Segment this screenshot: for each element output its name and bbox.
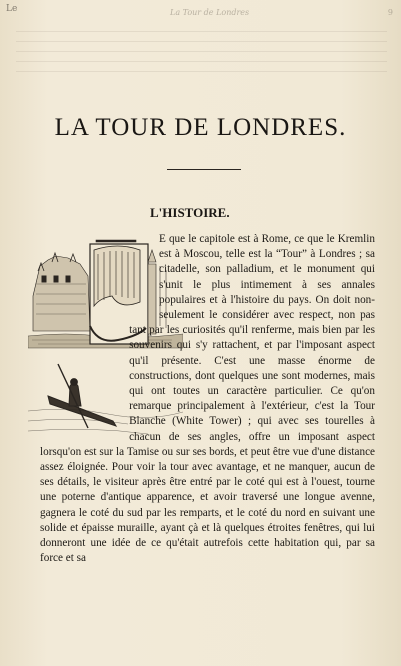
body-text	[40, 232, 375, 566]
article-title: LA TOUR DE LONDRES.	[54, 114, 347, 141]
folio-mark: Le	[6, 4, 18, 14]
page-number: 9	[387, 8, 393, 17]
body-paragraph: E que le capitole est à Rome, ce que le Kremlin est à Moscou, telle est la “Tour” à Londres ; sa citadelle, son palladium, et le monument qui s'unit le plus intimement à ses annales populaires et à l'histoire du pays. On doit non-seulement le considérer avec respect, non pas tant par les curiosités qu'il renferme, mais bien par les souvenirs qui s'y rattachent, et par l'imposant aspect qu'il présente. C'est une masse énorme de constructions, dont quelques une sont modernes, mais qui ont toutes un caractère particulier. Ce qu'on remarque principalement à l'extérieur, c'est la Tour Blanche (White Tower) ; qui avec ses tourelles à chacun de ses angles, offre un imposant aspect lorsqu'on est sur la Tamise ou sur ses bords, et peut être vue d'une distance assez éloignée. Pour voir la tour avec avantage, et ne manquer, aucun de ses détails, le visiteur après être entré par le coté qui est à l'ouest, tourne une poterne d'antique apparence, et avoir traversé une longue avenne, gagnera le coté du sud par les remparts, et le coté du nord en suivant une solide et épaisse muraille, ayant çà et là quelques étroites fenêtres, qui lui donneront une idée de ce qu'était autrefois cette habitation qui, par sa force et sa	[40, 233, 375, 565]
title-rule	[167, 169, 241, 170]
show-through-heading: La Tour de Londres	[170, 8, 250, 17]
section-heading: L'HISTOIRE.	[150, 205, 230, 220]
show-through-text	[16, 22, 387, 82]
